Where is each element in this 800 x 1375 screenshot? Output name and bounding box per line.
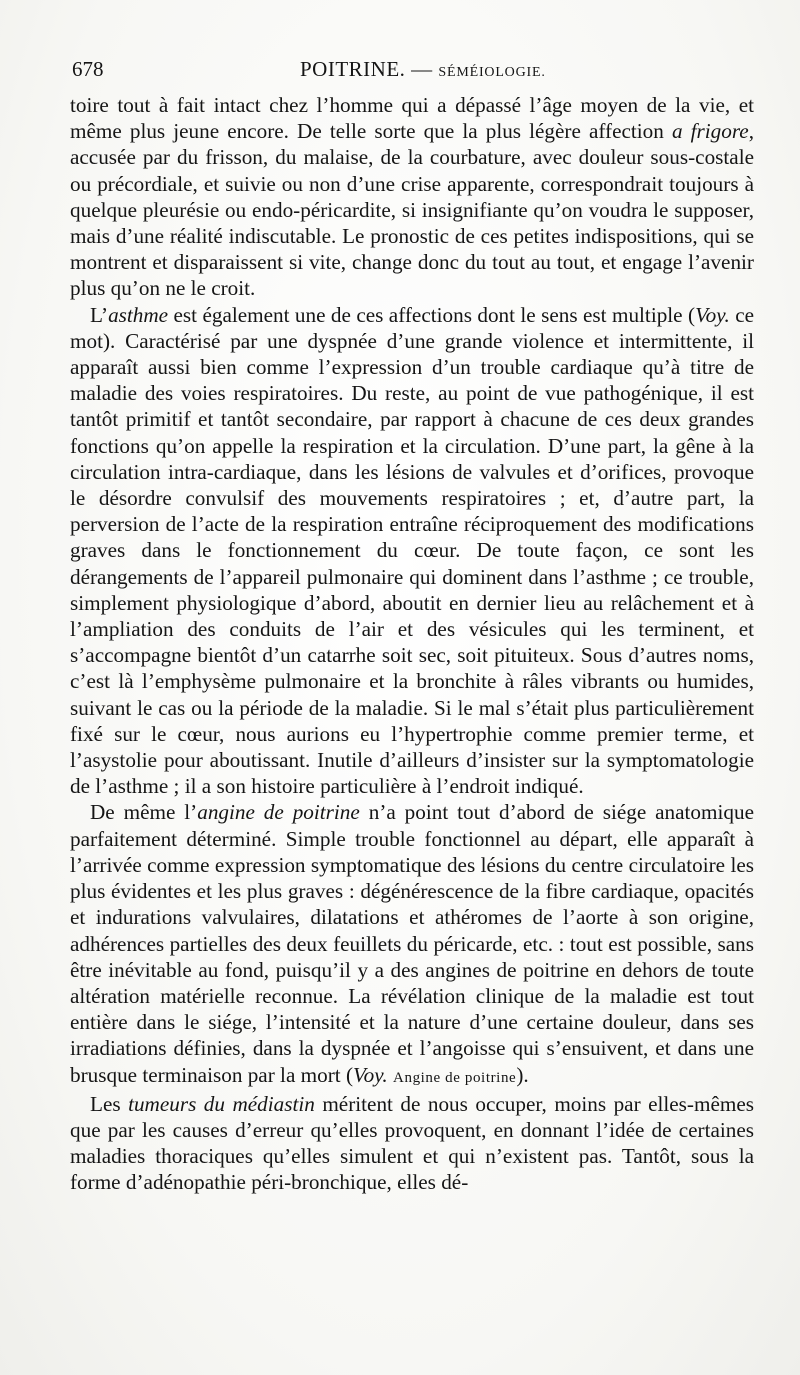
text-run: ). xyxy=(516,1062,529,1087)
text-run: est également une de ces affections dont le sens est multiple ( xyxy=(168,302,696,327)
italic-text: Voy. xyxy=(353,1062,388,1087)
text-run: De même l’ xyxy=(90,800,198,825)
text-run: méritent de nous occuper, moins par elles-mêmes que par les causes d’erreur qu’elles provoquent, en donnant l’idée de certaines maladies thoraciques qu’elles simulent et qui n’existent pas. Tantôt, sous la forme d’adénopathie péri-bronchique, elles dé- xyxy=(70,1091,754,1195)
italic-text: Voy. xyxy=(695,302,730,327)
running-title-sub: SÉMÉIOLOGIE. xyxy=(438,65,546,80)
italic-text: angine de poitrine xyxy=(197,800,360,825)
paragraph-frigore xyxy=(70,92,754,302)
paragraph-asthme xyxy=(70,302,754,800)
italic-text: asthme xyxy=(108,302,169,327)
text-run: ce mot). Caractérisé par une dyspnée d’une grande violence et intermittente, il apparaît aussi bien comme l’expression d’un trouble cardiaque qu’à titre de maladie des voies respiratoires. Du reste, au point de vue pathogénique, il est tantôt primitif et tantôt secondaire, par rapport à chacune de ces deux grandes fonctions qu’on appelle la respiration et la circulation. D’une part, la gêne à la circulation intra-cardiaque, dans les lésions de valvules et d’orifices, provoque le désordre convulsif des mouvements respiratoires ; et, d’autre part, la perversion de l’acte de la respiration entraîne réciproquement des modifications graves dans le fonctionnement du cœur. De toute façon, ce sont les dérangements de l’appareil pulmonaire qui dominent dans l’asthme ; ce trouble, simplement physiologique d’abord, aboutit en dernier lieu au relâchement et à l’ampliation des conduits de l’air et des vésicules qui les terminent, et s’accompagne bientôt d’un catarrhe soit sec, soit pituiteux. Sous d’autres noms, c’est là l’emphysème pulmonaire et la bronchite à râles vibrants ou humides, suivant le cas ou la période de la maladie. Si le mal s’était plus particulièrement fixé sur le cœur, nous aurions eu l’hypertrophie comme premier terme, et l’asystolie pour aboutissant. Inutile d’ailleurs d’insister sur la symptomatologie de l’asthme ; il a son histoire particulière à l’endroit indiqué. xyxy=(70,302,754,799)
italic-text: a frigore xyxy=(671,119,749,144)
italic-text: tumeurs du médiastin xyxy=(128,1091,315,1116)
text-run: Les xyxy=(90,1091,129,1116)
small-caps-text: Angine de poitrine xyxy=(393,1069,517,1086)
body-text xyxy=(70,92,754,1196)
text-run: toire tout à fait intact chez l’homme qui a dépassé l’âge moyen de la vie, et même plus jeune encore. De telle sorte que la plus légère affection xyxy=(70,93,754,144)
paragraph-tumeurs xyxy=(70,1091,754,1196)
page-number: 678 xyxy=(72,57,104,81)
paragraph-angine xyxy=(70,799,754,1090)
running-header xyxy=(70,57,754,87)
text-run: , accusée par du frisson, du malaise, de la courbature, avec douleur sous-costale ou précordiale, et suivie ou non d’une crise apparente, correspondrait toujours à quelque pleurésie ou endo-péricardite, si insignifiante qu’on voudra le supposer, mais d’une réalité indiscutable. Le pronostic de ces petites indispositions, qui se montrent et disparaissent si vite, change donc du tout au tout, et engage l’avenir plus qu’on ne le croit. xyxy=(70,119,754,301)
running-title-main: POITRINE. — xyxy=(300,57,439,81)
running-title xyxy=(300,57,546,82)
text-run: n’a point tout d’abord de siége anatomique parfaitement déterminé. Simple trouble fonctionnel au départ, elle apparaît à l’arrivée comme expression symptomatique des lésions du centre circulatoire les plus évidentes et les plus graves : dégénérescence de la fibre cardiaque, opacités et indurations valvulaires, dilatations et athéromes de l’aorte à son origine, adhérences partielles des deux feuillets du péricarde, etc. : tout est possible, sans être inévitable au fond, puisqu’il y a des angines de poitrine en dehors de toute altération matérielle reconnue. La révélation clinique de la maladie est tout entière dans le siége, l’intensité et la nature d’une certaine douleur, dans ses irradiations définies, dans la dyspnée et l’angoisse qui s’ensuivent, et dans une brusque terminaison par la mort ( xyxy=(70,800,754,1087)
text-run: L’ xyxy=(90,302,109,327)
